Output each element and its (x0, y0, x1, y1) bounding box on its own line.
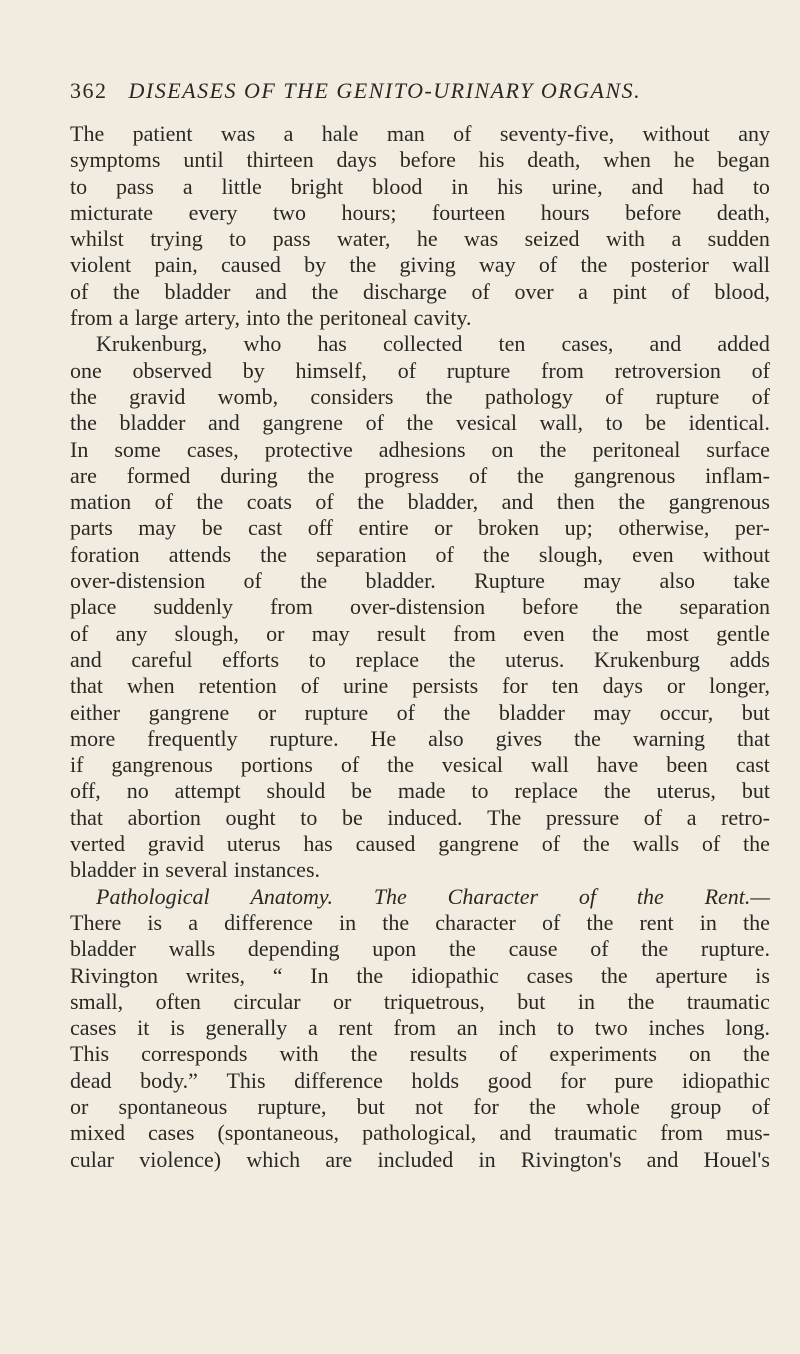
text-line: and careful efforts to replace the uterus. Krukenburg adds (70, 646, 770, 672)
text-line: more frequently rupture. He also gives the warning that (70, 725, 770, 751)
page-number: 362 (70, 78, 108, 103)
text-line: of the bladder and the discharge of over a pint of blood, (70, 278, 770, 304)
text-line: The patient was a hale man of seventy-five, without any (70, 121, 770, 146)
text-line: mixed cases (spontaneous, pathological, and traumatic from mus- (70, 1120, 770, 1146)
running-header (70, 78, 641, 104)
text-line: whilst trying to pass water, he was seized with a sudden (70, 226, 770, 252)
text-line: if gangrenous portions of the vesical wall have been cast (70, 752, 770, 778)
text-line: Krukenburg, who has collected ten cases, and added (96, 331, 770, 357)
text-line: are formed during the progress of the gangrenous inflam- (70, 462, 770, 488)
text-line: that when retention of urine persists for ten days or longer, (70, 673, 770, 699)
text-line: symptoms until thirteen days before his death, when he began (70, 147, 770, 173)
text-line: Pathological Anatomy. The Character of the Rent.— (96, 883, 770, 909)
text-line: There is a difference in the character of the rent in the (70, 909, 770, 935)
text-line: Rivington writes, “ In the idiopathic cases the aperture is (70, 962, 770, 988)
body-text (70, 121, 770, 1173)
text-line: from a large artery, into the peritoneal cavity. (70, 305, 472, 331)
text-line: the gravid womb, considers the pathology of rupture of (70, 383, 770, 409)
text-line: This corresponds with the results of experiments on the (70, 1041, 770, 1067)
text-line: over-distension of the bladder. Rupture may also take (70, 568, 770, 594)
text-line: the bladder and gangrene of the vesical wall, to be identical. (70, 410, 770, 436)
text-line: that abortion ought to be induced. The pressure of a retro- (70, 804, 770, 830)
text-line: off, no attempt should be made to replace the uterus, but (70, 778, 770, 804)
text-line: small, often circular or triquetrous, but in the traumatic (70, 988, 770, 1014)
text-line: of any slough, or may result from even the most gentle (70, 620, 770, 646)
text-line: verted gravid uterus has caused gangrene of the walls of the (70, 831, 770, 857)
text-line: bladder in several instances. (70, 857, 321, 883)
text-line: dead body.” This difference holds good for pure idiopathic (70, 1067, 770, 1093)
text-line: cases it is generally a rent from an inch to two inches long. (70, 1015, 770, 1041)
text-line: bladder walls depending upon the cause of the rupture. (70, 936, 770, 962)
text-line: micturate every two hours; fourteen hours before death, (70, 199, 770, 225)
running-title: DISEASES OF THE GENITO-URINARY ORGANS. (128, 78, 642, 103)
text-line: cular violence) which are included in Rivington's and Houel's (70, 1146, 770, 1172)
text-line: to pass a little bright blood in his urine, and had to (70, 173, 770, 199)
text-line: In some cases, protective adhesions on the peritoneal surface (70, 436, 770, 462)
text-line: one observed by himself, of rupture from retroversion of (70, 357, 770, 383)
text-line: parts may be cast off entire or broken up; otherwise, per- (70, 515, 770, 541)
text-line: or spontaneous rupture, but not for the whole group of (70, 1093, 770, 1119)
text-line: either gangrene or rupture of the bladder may occur, but (70, 699, 770, 725)
text-line: foration attends the separation of the slough, even without (70, 541, 770, 567)
text-line: place suddenly from over-distension before the separation (70, 594, 770, 620)
text-line: mation of the coats of the bladder, and then the gangrenous (70, 489, 770, 515)
text-line: violent pain, caused by the giving way of the posterior wall (70, 252, 770, 278)
